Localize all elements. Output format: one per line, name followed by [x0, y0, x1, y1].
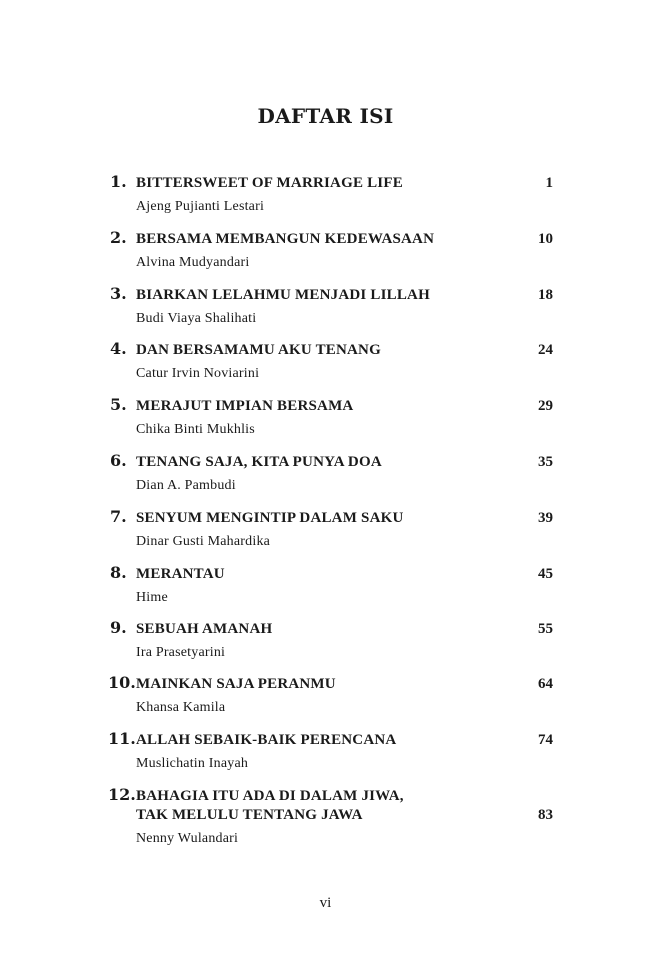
entry-title-line-2: TAK MELULU TENTANG JAWA: [136, 807, 363, 823]
entry-number: 7.: [110, 507, 127, 526]
entry-page-number: 39: [538, 510, 553, 526]
entry-author: Khansa Kamila: [136, 700, 226, 715]
entry-number: 2.: [110, 228, 127, 247]
entry-author: Muslichatin Inayah: [136, 756, 249, 771]
entry-title: ALLAH SEBAIK-BAIK PERENCANA: [136, 732, 397, 748]
page-folio: vi: [319, 895, 332, 911]
entry-author: Alvina Mudyandari: [136, 255, 250, 270]
entry-title: SEBUAH AMANAH: [136, 621, 273, 637]
entry-title: BAHAGIA ITU ADA DI DALAM JIWA,: [136, 788, 404, 804]
entry-author: Chika Binti Mukhlis: [136, 422, 255, 437]
entry-title: BIARKAN LELAHMU MENJADI LILLAH: [136, 287, 430, 303]
entry-number: 11.: [108, 729, 136, 748]
entry-number: 8.: [110, 563, 127, 582]
entry-number: 10.: [108, 673, 136, 692]
entry-page-number: 1: [545, 175, 553, 191]
entry-author: Dian A. Pambudi: [136, 478, 236, 493]
entry-number: 12.: [108, 785, 136, 804]
entry-author: Ira Prasetyarini: [136, 645, 226, 660]
entry-number: 4.: [110, 339, 127, 358]
entry-title: DAN BERSAMAMU AKU TENANG: [136, 342, 381, 358]
entry-page-number: 10: [538, 231, 553, 247]
entry-title: MERANTAU: [136, 566, 225, 582]
entry-page-number: 18: [538, 287, 553, 303]
entry-number: 9.: [110, 618, 127, 637]
entry-page-number: 55: [538, 621, 553, 637]
entry-author: Budi Viaya Shalihati: [136, 311, 257, 326]
entry-page-number: 64: [538, 676, 553, 692]
entry-number: 6.: [110, 451, 127, 470]
entry-number: 3.: [110, 284, 127, 303]
entry-title: MAINKAN SAJA PERANMU: [136, 676, 336, 692]
entry-title: TENANG SAJA, KITA PUNYA DOA: [136, 454, 382, 470]
entry-title: BITTERSWEET OF MARRIAGE LIFE: [136, 175, 403, 191]
entry-number: 5.: [110, 395, 127, 414]
entry-page-number: 45: [538, 566, 553, 582]
entry-author: Dinar Gusti Mahardika: [136, 534, 271, 549]
entry-page-number: 83: [538, 807, 553, 823]
entry-page-number: 74: [538, 732, 553, 748]
page-title: DAFTAR ISI: [257, 104, 394, 128]
entry-page-number: 29: [538, 398, 553, 414]
entry-author: Nenny Wulandari: [136, 831, 239, 846]
entry-page-number: 24: [538, 342, 553, 358]
entry-title: BERSAMA MEMBANGUN KEDEWASAAN: [136, 231, 435, 247]
entry-author: Catur Irvin Noviarini: [136, 366, 260, 381]
entry-title: SENYUM MENGINTIP DALAM SAKU: [136, 510, 404, 526]
entry-author: Hime: [136, 590, 168, 605]
entry-author: Ajeng Pujianti Lestari: [136, 199, 265, 214]
entry-title: MERAJUT IMPIAN BERSAMA: [136, 398, 354, 414]
entry-page-number: 35: [538, 454, 553, 470]
entry-number: 1.: [110, 172, 127, 191]
